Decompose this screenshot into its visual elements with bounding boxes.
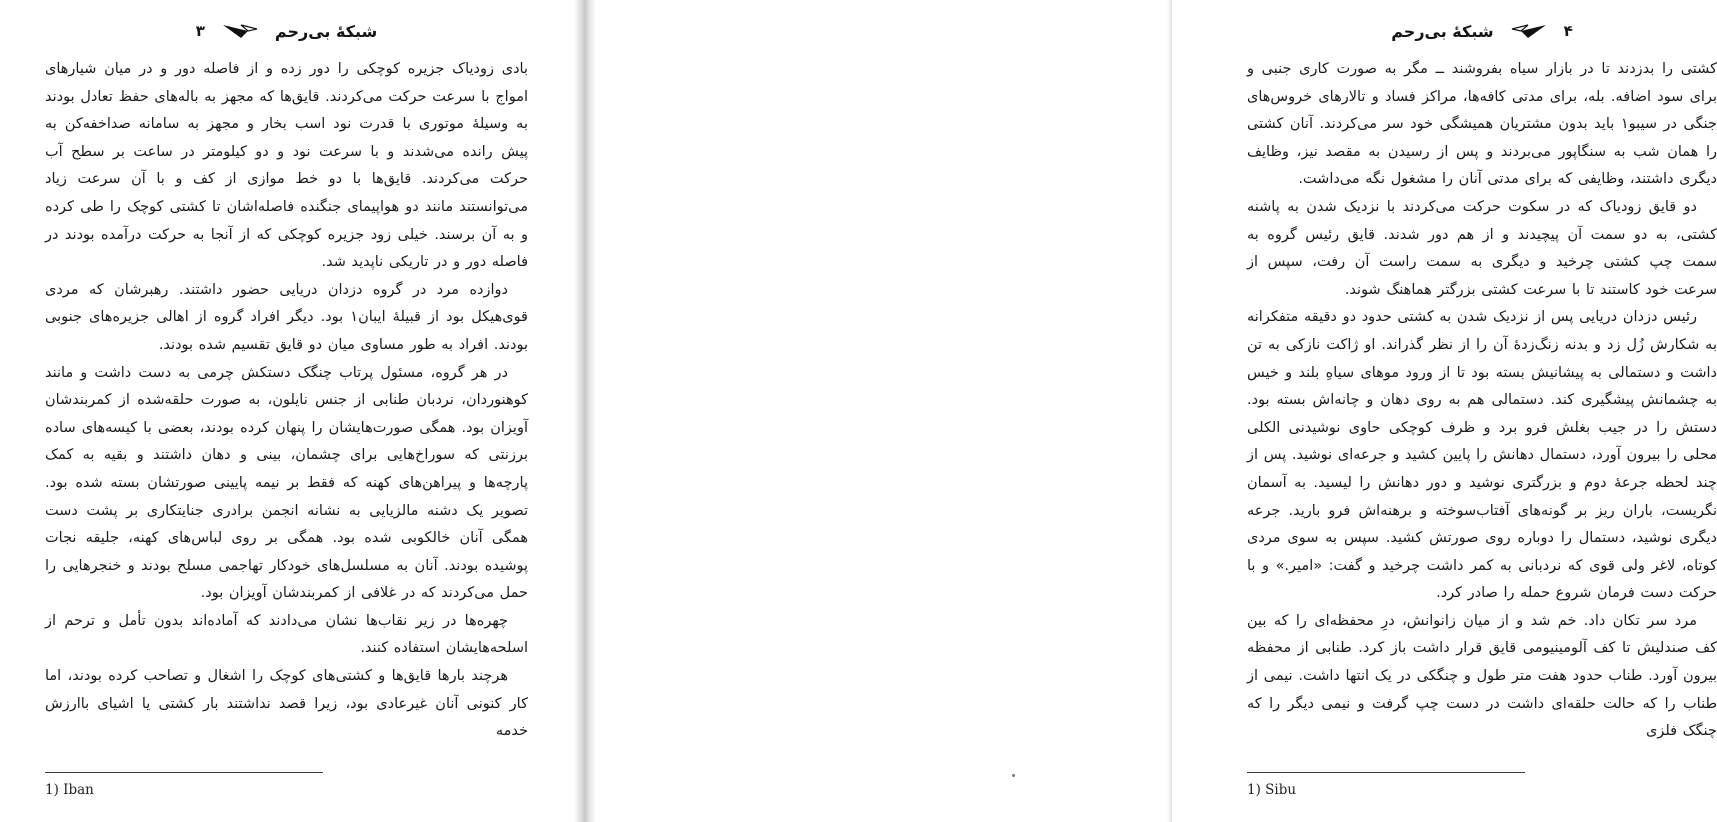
footnote-text: 1) Iban <box>45 782 94 798</box>
page-gutter-shadow <box>574 0 596 822</box>
left-page-header <box>45 19 528 43</box>
bird-ornament-icon <box>1511 23 1547 39</box>
paragraph: بادی زودیاک جزیره کوچکی را دور زده و از فاصله دور و در میان شیارهای امواج با سرعت حرکت می‌کردند. قایق‌ها که مجهز به باله‌های حفظ تعادل بودند به وسیلهٔ موتوری با قدرت نود اسب بخار و مجهز به سامانه صداخفه‌کن به پیش رانده می‌شدند و با سرعت نود و دو کیلومتر در ساعت بر سطح آب حرکت می‌کردند. قایق‌ها با دو خط موازی از کف و با آن سرعت زیاد می‌توانستند مانند دو هواپیمای جنگنده فاصله‌اشان تا کشتی کوچک را طی کرده و به آن برسند. خیلی زود جزیره کوچکی که از آنجا به حرکت درآمده بودند در فاصله دور و در تاریکی ناپدید شد. <box>45 61 528 271</box>
paragraph: رئیس دزدان دریایی پس از نزدیک شدن به کشتی حدود دو دقیقه متفکرانه به شکارش زُل زد و بدنه زنگ‌زدهٔ آن را از نظر گذراند. او ژاکت نازکی به تن داشت و دستمالی به پیشانیش بسته بود تا از ورود موهای سیاهِ بلند و خیس به چشمانش پیشگیری کند. دستمالی هم به روی دهان و چانه‌اش بسته بود. دستش را در جیب بغلش فرو برد و ظرف کوچکی حاوی نوشیدنی الکلی محلی را بیرون آورد، دستمال دهانش را پایین کشید و جرعه‌ای نوشید. پس از چند لحظه جرعهٔ دوم و بزرگتری نوشید و دور دهانش را لیسید. به آسمان نگریست، باران ریز بر گونه‌های آفتاب‌سوخته و برهنه‌اش فرو بارید. جرعه دیگری نوشید، دستمال را دوباره روی صورتش کشید. سپس به سوی مردی کوتاه، لاغر ولی قوی که نردبانی به کمر داشت چرخید و گفت: «امیر.» و با حرکت دست فرمان شروع حمله را صادر کرد. <box>1247 309 1717 602</box>
paragraph: دو قایق زودیاک که در سکوت حرکت می‌کردند با نزدیک شدن به پاشنه کشتی، به دو سمت آن پیچیدند و از هم دور شدند. قایق رئیس گروه به سمت چپ کشتی چرخید و دیگری به سمت راست آن رفت، سپس از سرعت خود کاستند تا با سرعت کشتی بزرگتر هماهنگ شوند. <box>1247 198 1717 298</box>
page-number: ۴ <box>1563 22 1573 40</box>
right-page <box>596 0 1717 822</box>
footnote-text: 1) Sibu <box>1247 782 1297 798</box>
page-number: ۳ <box>195 22 205 40</box>
paragraph: چهره‌ها در زیر نقاب‌ها نشان می‌دادند که آماده‌اند بدون تأمل و ترحم از اسلحه‌هایشان استفاده کنند. <box>45 612 528 657</box>
paragraph: دوازده مرد در گروه دزدان دریایی حضور داشتند. رهبرشان که مردی قوی‌هیکل بود از قبیلهٔ ایبان۱ بود. دیگر افراد گروه از اهالی جزیره‌های جنوبی بودند. افراد به طور مساوی میان دو قایق تقسیم شده بودند. <box>45 281 528 353</box>
paragraph: کشتی را بدزدند تا در بازار سیاه بفروشند ــ مگر به صورت کاری جنبی و برای سود اضافه. بله، برای مدتی کافه‌ها، مراکز فساد و تالارهای خروس‌های جنگی در سیبو۱ باید بدون مشتریان همیشگی خود سر می‌کردند. آنان کشتی را همان شب به سنگاپور می‌بردند و پس از رسیدن به مقصد نیز، وظایف دیگری داشتند، وظایفی که برای مدتی آنان را مشغول نگه می‌داشت. <box>1247 61 1717 188</box>
running-title: شبکهٔ بی‌رحم <box>1391 21 1494 41</box>
footnote-divider <box>45 772 323 773</box>
running-title: شبکهٔ بی‌رحم <box>274 21 378 41</box>
right-page-header <box>1247 19 1717 43</box>
left-page-body-text <box>45 56 528 758</box>
footnote-divider <box>1247 772 1525 773</box>
scan-artifact-dot <box>1012 774 1015 777</box>
right-page-body-text <box>1247 56 1717 758</box>
paragraph: مرد سر تکان داد. خم شد و از میان زانوانش، درِ محفظه‌ای را که بین کف صندلیش تا کف آلومینیومی قایق قرار داشت باز کرد. طنابی از محفظه بیرون آورد. طناب حدود هفت متر طول و چنگکی در یک انتها داشت. نیمی از طناب را که حالت حلقه‌ای داشت در دست چپ گرفت و نیمی دیگر را که چنگک فلزی <box>1247 612 1717 740</box>
paragraph: هرچند بارها قایق‌ها و کشتی‌های کوچک را اشغال و تصاحب کرده بودند، اما کار کنونی آنان غیرعادی بود، زیرا قصد نداشتند بار کشتی یا اشیای باارزش خدمه <box>45 668 528 740</box>
paragraph: در هر گروه، مسئول پرتاب چنگک دستکش چرمی به دست داشت و مانند کوهنوردان، نردبان طنابی از جنس نایلون، به صورت حلقه‌شده از کمربندشان آویزان بود. همگی صورت‌هایشان را پنهان کرده بودند، بعضی با کیسه‌های ساده برزنتی که سوراخ‌هایی برای چشمان، بینی و دهان داشتند و بقیه به کمک پارچه‌ها و پیراهن‌های کهنه که فقط بر نیمه پایینی صورتشان بسته شده بود. تصویر یک دشنه مالزیایی به نشانه انجمن برادری جنایتکاری بر پشت دست همگی آنان خالکوبی شده بود. همگی بر روی لباس‌های کهنه، جلیقه نجات پوشیده بودند. آنان به مسلسل‌های خودکار تهاجمی مسلح بودند و خنجرهایی را حمل می‌کردند که در غلافی از کمربندشان آویزان بود. <box>45 364 528 602</box>
bird-ornament-icon <box>222 23 258 39</box>
left-page <box>0 0 576 822</box>
page-right-edge-shadow <box>1167 0 1172 822</box>
footnote <box>1247 772 1525 798</box>
footnote <box>45 772 323 798</box>
